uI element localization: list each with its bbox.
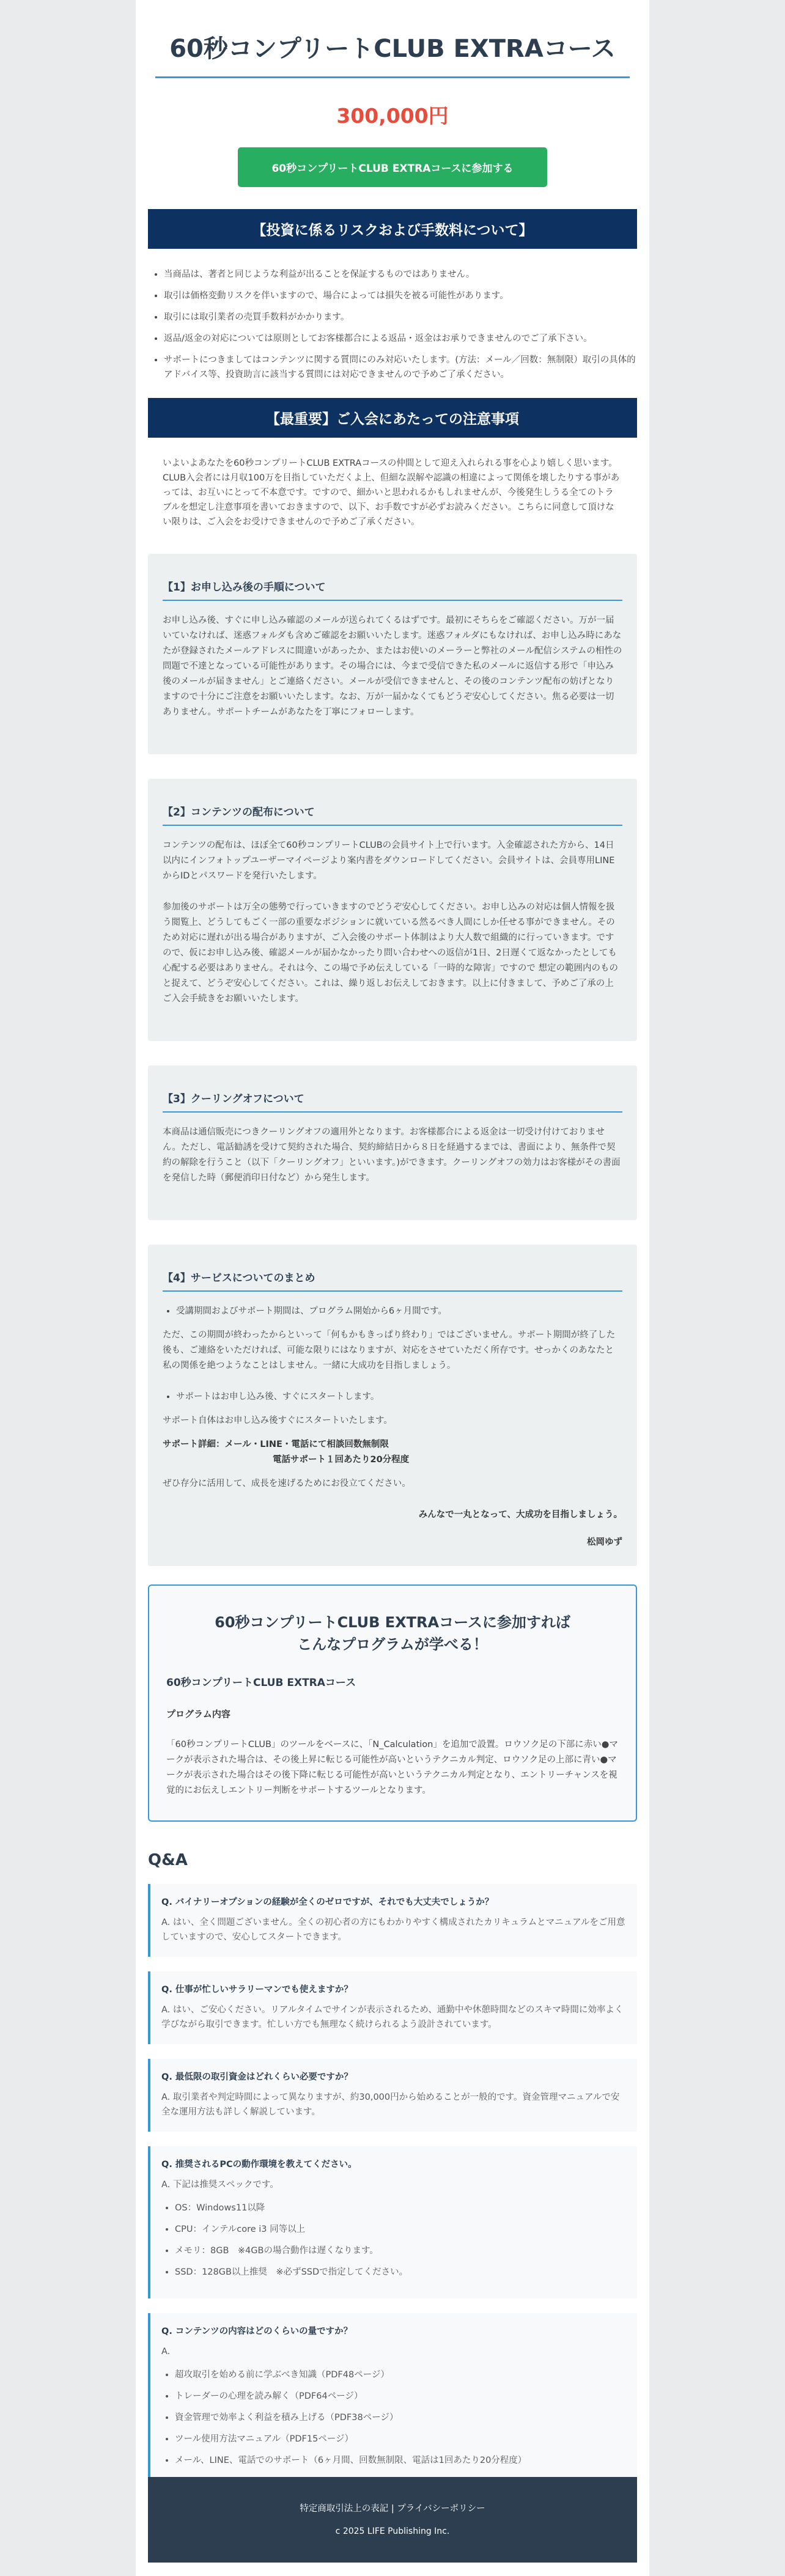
signature: 松岡ゆず	[587, 1537, 622, 1547]
content-item: • ツール使用方法マニュアル（PDF15ページ）	[175, 2432, 626, 2446]
section-application-steps	[148, 554, 637, 754]
support-detail: サポート詳細：メール・LINE・電話にて相談回数無制限	[163, 1440, 389, 1449]
risk-item: • 取引は価格変動リスクを伴いますので、場合によっては損失を被る可能性があります。	[164, 289, 637, 303]
header	[136, 0, 649, 78]
support-detail: 電話サポート１回あたり20分程度	[273, 1455, 410, 1465]
qa-item	[148, 2146, 637, 2298]
program-headline-line1: 60秒コンプリートCLUB EXTRAコースに参加すれば	[215, 1614, 570, 1631]
content-item: • 超攻取引を始める前に学ぶべき知識（PDF48ページ）	[175, 2368, 626, 2382]
qa-title: Q&A	[148, 1851, 188, 1869]
qa-item	[148, 2313, 637, 2487]
section-paragraph: サポート自体はお申し込み後すぐにスタートいたします。	[163, 1416, 392, 1426]
risk-item: • サポートにつきましてはコンテンツに関する質問にのみ対応いたします。(方法：メール／回数：無制限）取引の具体的アドバイス等、投資助言に該当する質問には対応できませんので予めご了承ください。	[164, 353, 637, 382]
program-description: 「60秒コンプリートCLUB」のツールをベースに、「N_Calculation」を追加で設置。ロウソク足の下部に赤い●マークが表示された場合は、その後上昇に転じる可能性が高いというテクニカル判定、ロウソク足の上部に青い●マークが表示された場合はその後下降に転じる可能性が高いというテクニカル判定となり、エントリーチャンスを視覚的にお伝えしエントリー判断をサポートするツールとなります。	[166, 1740, 618, 1795]
program-headline-line2: こんなプログラムが学べる！	[297, 1636, 488, 1653]
qa-answer: A.	[161, 2347, 171, 2357]
qa-answer: A. はい、全く問題ございません。全くの初心者の方にもわかりやすく構成されたカリキュラムとマニュアルをご用意していますので、安心してスタートできます。	[161, 1918, 625, 1942]
spec-item: • OS：Windows11以降	[175, 2201, 626, 2215]
qa-answer: A. 取引業者や判定時間によって異なりますが、約30,000円から始めることが一般的です。資金管理マニュアルで安全な運用方法も詳しく解説しています。	[161, 2092, 620, 2117]
privacy-policy-link[interactable]: プライバシーポリシー	[397, 2504, 485, 2514]
qa-question: Q. コンテンツの内容はどのくらいの量ですか？	[161, 2327, 353, 2336]
qa-question: Q. 最低限の取引資金はどれくらい必要ですか？	[161, 2072, 353, 2082]
program-box	[148, 1584, 637, 1822]
closing-message: みんなで一丸となって、大成功を目指しましょう。	[418, 1510, 622, 1520]
section-paragraph: 本商品は通信販売につきクーリングオフの適用外となります。お客様都合による返金は一切受け付けておりません。ただし、電話勧誘を受けて契約された場合、契約締結日から８日を経過するまでは、書面により、無条件で契約の解除を行うこと（以下「クーリングオフ」といいます。)ができます。クーリングオフの効力はお客様がその書面を発信した時（郵便消印日付など）から発生します。	[163, 1127, 621, 1183]
qa-item	[148, 2059, 637, 2132]
section-heading: 【1】お申し込み後の手順について	[163, 578, 622, 601]
join-button[interactable]: 60秒コンプリートCLUB EXTRAコースに参加する	[238, 147, 547, 187]
risk-item: • 当商品は、著者と同じような利益が出ることを保証するものではありません。	[164, 267, 637, 282]
page	[136, 0, 649, 2576]
copyright: c 2025 LIFE Publishing Inc.	[335, 2526, 450, 2536]
section-paragraph: コンテンツの配布は、ほぼ全て60秒コンプリートCLUBの会員サイト上で行います。入金確認された方から、14日以内にインフォトップユーザーマイページより案内書をダウンロードしてください。会員サイトは、会員専用LINEからIDとパスワードを発行いたします。	[163, 841, 615, 881]
section-content-distribution	[148, 779, 637, 1041]
program-name: 60秒コンプリートCLUB EXTRAコース	[166, 1677, 356, 1689]
footer-links	[148, 2501, 637, 2514]
bullet-item: • サポートはお申し込み後、すぐにスタートします。	[176, 1389, 622, 1405]
qa-answer: A. はい、ご安心ください。リアルタイムでサインが表示されるため、通勤中や休憩時間などのスキマ時間に効率よく学びながら取引できます。忙しい方でも無理なく続けられるよう設計されています。	[161, 2005, 624, 2030]
price: 300,000円	[336, 104, 449, 128]
spec-item: • SSD：128GB以上推奨 ※必ずSSDで指定してください。	[175, 2265, 626, 2280]
qa-question: Q. 推奨されるPCの動作環境を教えてください。	[161, 2160, 357, 2169]
risk-item: • 返品/返金の対応については原則としてお客様都合による返品・返金はお承りできませんのでご了承下さい。	[164, 331, 637, 346]
section-paragraph: ただ、この期間が終わったからといって「何もかもきっぱり終わり」ではございません。サポート期間が終了した後も、ご連絡をいただければ、可能な限りにはなりますが、対応をさせていただく所存です。せっかくのあなたと私の関係を絶つようなことはしません。一緒に大成功を目指しましょう。	[163, 1330, 616, 1371]
qa-item	[148, 1971, 637, 2044]
risk-item: • 取引には取引業者の売買手数料がかかります。	[164, 310, 637, 325]
page-title: 60秒コンプリートCLUB EXTRAコース	[155, 29, 630, 78]
legal-notice-link[interactable]: 特定商取引法上の表記	[300, 2504, 389, 2514]
footer-separator: |	[388, 2504, 397, 2514]
section-paragraph: お申し込み後、すぐに申し込み確認のメールが送られてくるはずです。最初にそちらをご確認ください。万が一届いていなければ、迷惑フォルダも含めご確認をお願いいたします。迷惑フォルダにもなければ、お申し込み時にあなたが登録されたメールアドレスに間違いがあったか、またはお使いのメーラーと弊社のメール配信システムの相性の問題で不達となっている可能性があります。その場合には、今まで受信できた私のメールに返信する形で「申込み後のメールが届きません」とご連絡ください。メールが受信できませんと、その後のコンテンツ配布の妨げとなりますので十分にご注意をお願いいたします。なお、万が一届かなくてもどうぞ安心してください。焦る必要は一切ありません。サポートチームがあなたを丁寧にフォローします。	[163, 616, 622, 717]
section-cooling-off	[148, 1065, 637, 1220]
qa-answer: A. 下記は推奨スペックです。	[161, 2180, 279, 2190]
content-item: • 資金管理で効率よく利益を積み上げる（PDF38ページ）	[175, 2410, 626, 2425]
spec-item: • CPU：インテルcore i3 同等以上	[175, 2222, 626, 2237]
qa-item	[148, 1884, 637, 1957]
spec-item: • メモリ：8GB ※4GBの場合動作は遅くなります。	[175, 2243, 626, 2258]
notice-section-title: 【最重要】ご入会にあたっての注意事項	[148, 398, 637, 438]
program-headline	[166, 1611, 619, 1655]
section-heading: 【2】コンテンツの配布について	[163, 803, 622, 826]
section-paragraph: 参加後のサポートは万全の態勢で行っていきますのでどうぞ安心してください。お申し込みの対応は個人情報を扱う閲覧上、どうしてもごく一部の重要なポジションに就いている然るべき人間にしか任せる事ができません。そのため対応に遅れが出る場合がありますが、ご入会後のサポート体制はより大人数で組織的に行っていきます。ですので、仮にお申し込み後、確認メールが届かなかったり問い合わせへの返信が1日、2日遅くて返なかったとしても心配する必要はありません。それは今、この場で予め伝えしている「一時的な障害」ですので 想定の範囲内のものと捉えて、どうぞ安心してください。これは、繰り返しお伝えしておきます。以上に付きまして、予めご了承の上ご入会手続きをお願いいたします。	[163, 902, 618, 1004]
footer	[148, 2477, 637, 2563]
section-paragraph: ぜひ存分に活用して、成長を速げるためにお役立てください。	[163, 1479, 411, 1489]
qa-question: Q. 仕事が忙しいサラリーマンでも使えますか？	[161, 1985, 353, 1995]
notice-intro: いよいよあなたを60秒コンプリートCLUB EXTRAコースの仲間として迎え入れられる事を心より嬉しく思います。CLUB入会者には月収100万を目指していただくよ上、但細な誤解や認識の相違によって関係を壊したりする事があっては、お互いにとって不本意です。ですので、細かいと思われるかもしれませんが、今後発生しうる全てのトラブルを想定し注意事項を書いておきますので、以下、お手数ですが必ずお読みください。こちらに同意して頂けない限りは、ご入会をお受けできませんので予めご了承ください。	[163, 458, 620, 527]
section-heading: 【4】サービスについてのまとめ	[163, 1269, 622, 1292]
content-item: • メール、LINE、電話でのサポート（6ヶ月間、回数無制限、電話は1回あたり20分程度）	[175, 2453, 626, 2468]
section-service-summary	[148, 1245, 637, 1566]
section-heading: 【3】クーリングオフについて	[163, 1090, 622, 1113]
risk-section-title: 【投資に係るリスクおよび手数料について】	[148, 209, 637, 249]
bullet-item: • 受講期間およびサポート期間は、プログラム開始から6ヶ月間です。	[176, 1304, 622, 1319]
risk-list	[164, 267, 637, 382]
content-item: • トレーダーの心理を読み解く（PDF64ページ）	[175, 2389, 626, 2404]
program-content-label: プログラム内容	[166, 1709, 230, 1720]
qa-question: Q. バイナリーオプションの経験が全くのゼロですが、それでも大丈夫でしょうか？	[161, 1897, 494, 1907]
